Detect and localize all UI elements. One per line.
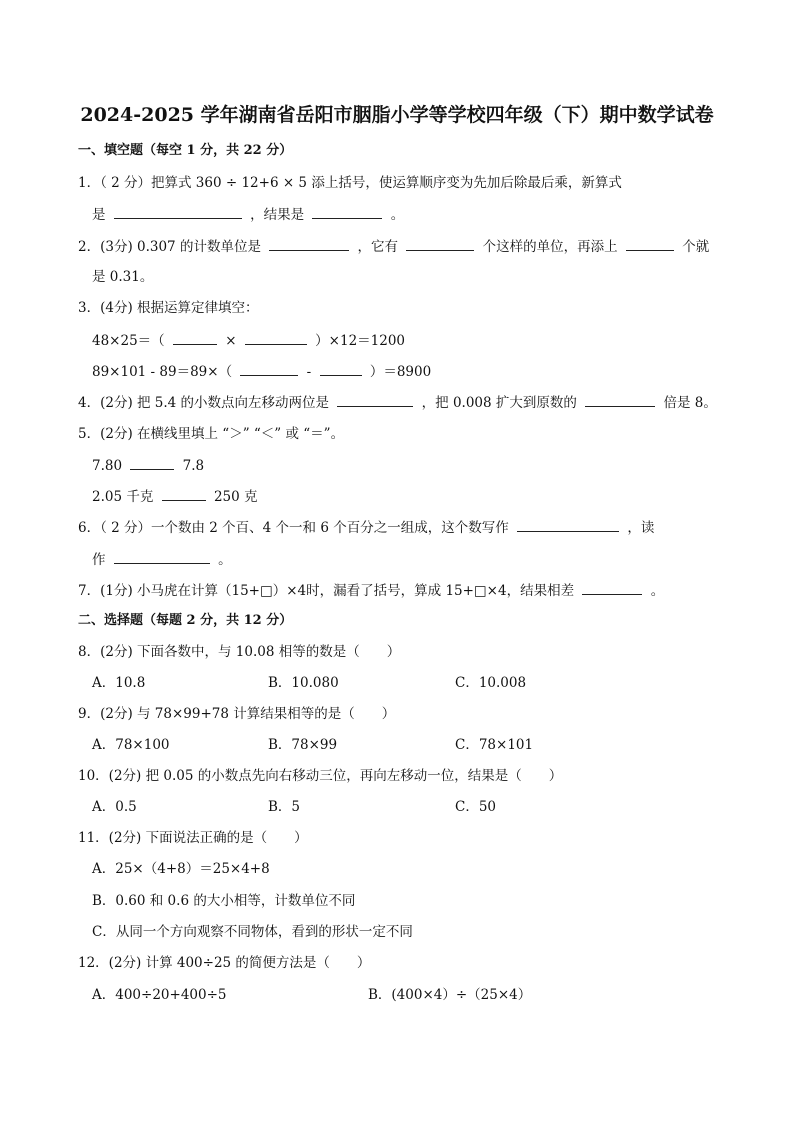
answer-blank[interactable] [337, 392, 413, 407]
question-2-text: 个这样的单位，再添上 [482, 239, 618, 255]
answer-blank[interactable] [114, 549, 210, 564]
question-1-stem: 1．（ 2 分）把算式 360 ÷ 12+6 × 5 添上括号，使运算顺序变为先加后除最后乘，新算式 [78, 175, 622, 191]
answer-blank[interactable] [320, 361, 362, 376]
question-6-text: 6．（ 2 分）一个数由 2 个百、4 个一和 6 个百分之一组成，这个数写作 [78, 520, 509, 536]
question-5-stem: 5．(2分) 在横线里填上 “＞” “＜” 或 “＝”。 [78, 426, 345, 442]
question-6-line-1 [78, 517, 654, 538]
answer-blank[interactable] [406, 236, 474, 251]
question-6-text: 作 [92, 552, 106, 568]
question-9-option-b[interactable]: B．78×99 [268, 737, 338, 753]
question-6-text: ，读 [627, 520, 655, 536]
question-6-text: 。 [218, 552, 232, 568]
question-3-text: - [306, 364, 312, 380]
question-7-text: 7．(1分) 小马虎在计算（15+□）×4时，漏看了括号，算成 15+□×4，结果相差 [78, 583, 575, 599]
question-11-option-a[interactable]: A．25×（4+8）＝25×4+8 [92, 861, 270, 877]
question-5-text: 2.05 千克 [92, 489, 154, 505]
answer-blank[interactable] [114, 204, 242, 219]
question-7-text: 。 [650, 583, 665, 599]
question-11-option-c[interactable]: C．从同一个方向观察不同物体，看到的形状一定不同 [92, 924, 413, 940]
question-5-line-3 [92, 486, 258, 507]
question-8-option-b[interactable]: B．10.080 [268, 675, 339, 691]
answer-blank[interactable] [245, 330, 307, 345]
question-3-text: ）×12＝1200 [315, 333, 406, 349]
section-multiple-choice-heading: 二、选择题（每题 2 分，共 12 分） [78, 613, 293, 628]
question-6-line-2 [92, 549, 232, 570]
question-2-line-2: 是 0.31。 [92, 269, 154, 285]
question-5-text: 7.8 [182, 458, 205, 474]
answer-blank[interactable] [240, 361, 298, 376]
question-1-line-1 [78, 173, 622, 193]
question-9-stem: 9．(2分) 与 78×99+78 计算结果相等的是（ ） [78, 706, 396, 722]
question-11-option-b[interactable]: B．0.60 和 0.6 的大小相等，计数单位不同 [92, 893, 356, 909]
answer-blank[interactable] [173, 330, 217, 345]
question-12-stem: 12．(2分) 计算 400÷25 的简便方法是（ ） [78, 955, 371, 971]
question-3-text: ）＝8900 [369, 364, 432, 380]
question-1-line-2 [92, 204, 404, 225]
page-title: 2024-2025 学年湖南省岳阳市胭脂小学等学校四年级（下）期中数学试卷 [80, 104, 714, 126]
question-7-line-1 [78, 580, 664, 601]
question-11-stem: 11．(2分) 下面说法正确的是（ ） [78, 830, 308, 846]
question-4-text: ，把 0.008 扩大到原数的 [421, 395, 577, 411]
question-9-option-a[interactable]: A．78×100 [92, 737, 170, 753]
question-8-stem: 8．(2分) 下面各数中，与 10.08 相等的数是（ ） [78, 644, 401, 660]
question-3-line-2 [92, 330, 405, 351]
question-10-option-a[interactable]: A．0.5 [92, 799, 137, 815]
question-12-option-b[interactable]: B．(400×4）÷（25×4） [368, 987, 532, 1003]
answer-blank[interactable] [585, 392, 655, 407]
question-4-text: 4．(2分) 把 5.4 的小数点向左移动两位是 [78, 395, 330, 411]
question-8-option-a[interactable]: A．10.8 [92, 675, 146, 691]
question-3-text: × [225, 333, 237, 349]
question-2-line-1 [78, 236, 709, 257]
question-5-text: 7.80 [92, 458, 123, 474]
section-fill-in-heading: 一、填空题（每空 1 分，共 22 分） [78, 143, 293, 158]
answer-blank[interactable] [626, 236, 674, 251]
question-2-text: 2．(3分) 0.307 的计数单位是 [78, 239, 261, 255]
question-4-line-1 [78, 392, 717, 413]
answer-blank[interactable] [130, 455, 174, 470]
answer-blank[interactable] [269, 236, 349, 251]
question-8-option-c[interactable]: C．10.008 [455, 675, 527, 691]
question-10-option-c[interactable]: C．50 [455, 799, 497, 815]
question-3-text: 89×101 - 89＝89×（ [92, 364, 233, 380]
question-4-text: 倍是 8。 [663, 395, 717, 411]
question-2-text: ，它有 [357, 239, 399, 255]
question-9-option-c[interactable]: C．78×101 [455, 737, 534, 753]
question-3-line-3 [92, 361, 431, 382]
question-12-option-a[interactable]: A．400÷20+400÷5 [92, 987, 227, 1003]
question-3-stem: 3．(4分) 根据运算定律填空： [78, 300, 259, 316]
question-10-option-b[interactable]: B．5 [268, 799, 301, 815]
answer-blank[interactable] [517, 517, 619, 532]
answer-blank[interactable] [582, 580, 642, 595]
question-2-text: 个就 [682, 239, 710, 255]
question-3-text: 48×25＝（ [92, 333, 165, 349]
question-1-text: ，结果是 [250, 207, 305, 223]
answer-blank[interactable] [162, 486, 206, 501]
question-5-text: 250 克 [213, 489, 258, 505]
answer-blank[interactable] [312, 204, 382, 219]
question-5-line-2 [92, 455, 204, 476]
question-10-stem: 10．(2分) 把 0.05 的小数点先向右移动三位，再向左移动一位，结果是（ ） [78, 768, 563, 784]
question-1-text: 是 [92, 207, 106, 223]
question-1-text: 。 [390, 207, 405, 223]
